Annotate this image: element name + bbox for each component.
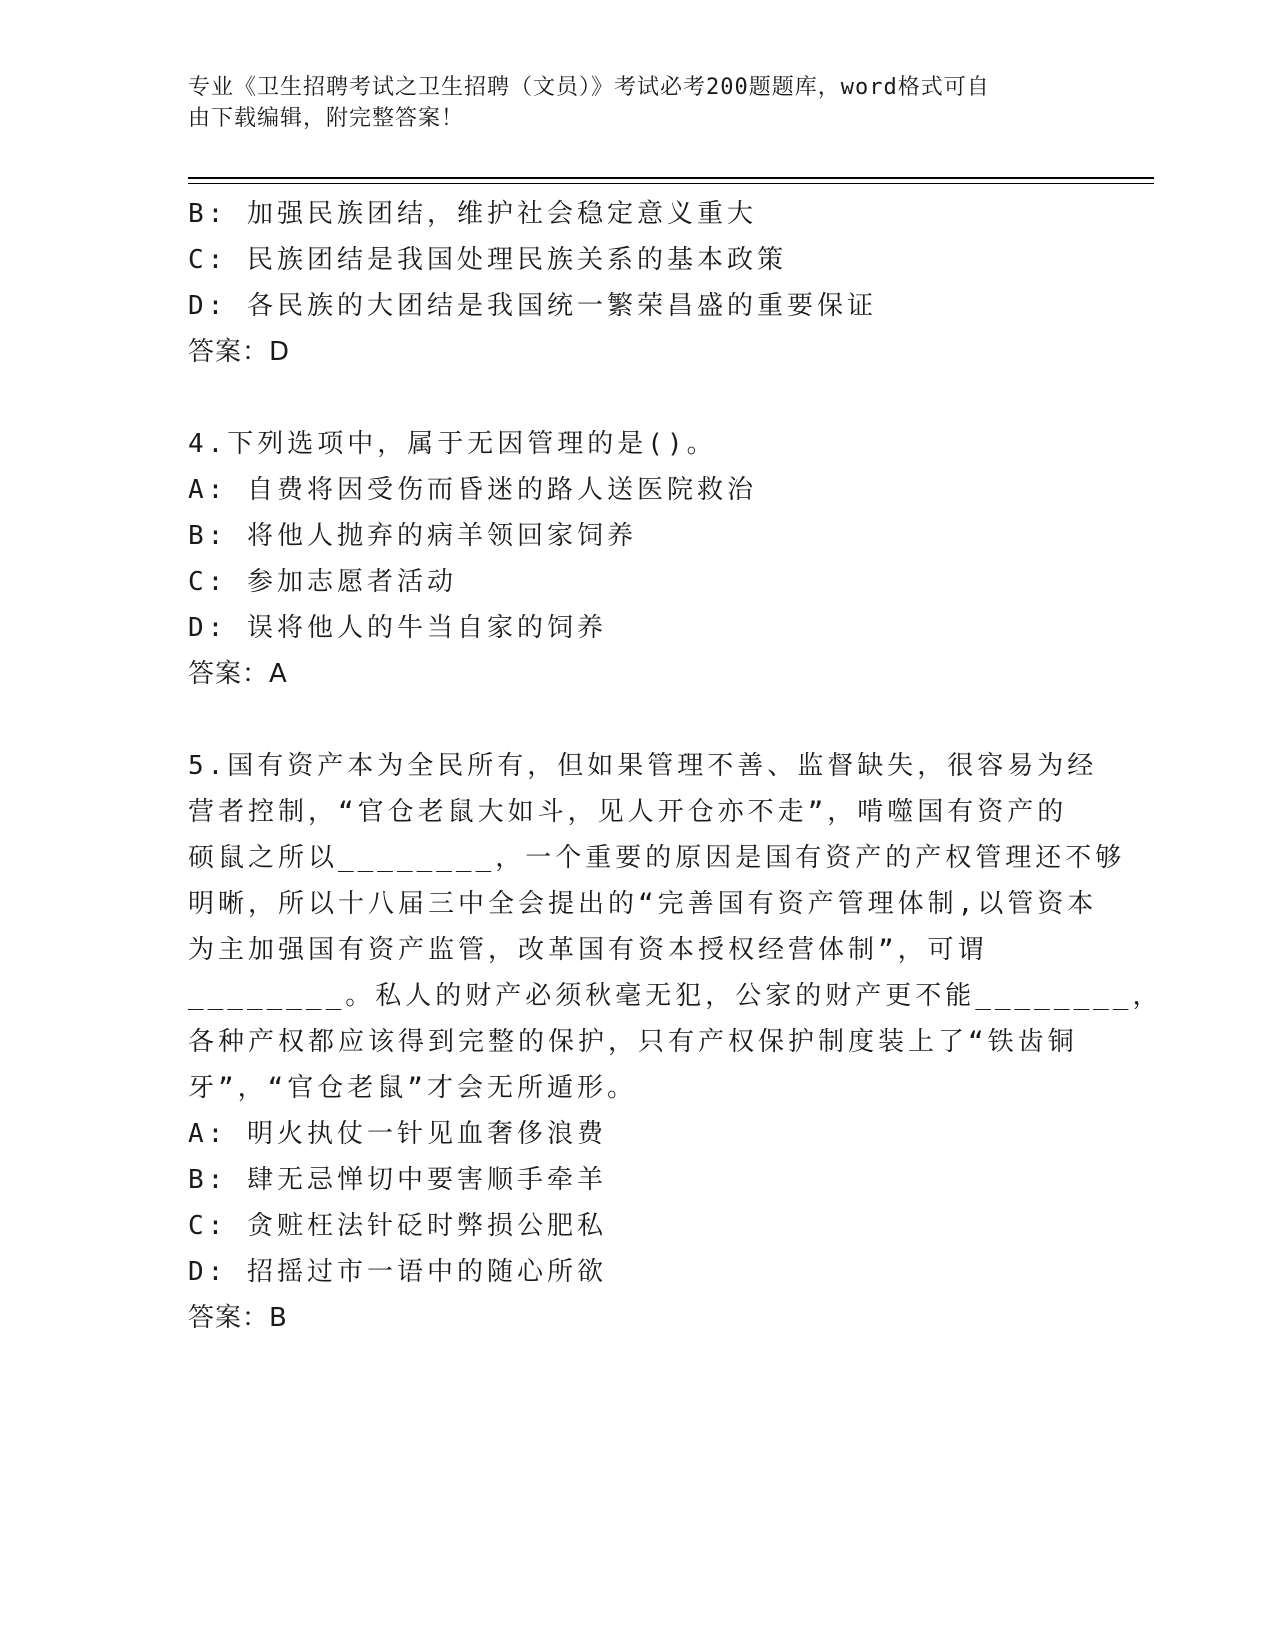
question-content (188, 191, 1163, 1341)
header-divider-thin (188, 183, 1154, 184)
option-b: B: 加强民族团结，维护社会稳定意义重大 (188, 199, 757, 229)
question-stem-line: 明晰，所以十八届三中全会提出的“完善国有资产管理体制,以管资本 (188, 889, 1098, 919)
question-stem-line: 硕鼠之所以________，一个重要的原因是国有资产的产权管理还不够 (188, 843, 1126, 873)
question-stem-line: 为主加强国有资产监管，改革国有资本授权经营体制”，可谓 (188, 935, 988, 965)
spacer (188, 697, 1088, 743)
option-c: C: 民族团结是我国处理民族关系的基本政策 (188, 245, 787, 275)
document-header (188, 72, 1068, 134)
header-line-2: 由下载编辑，附完整答案！ (188, 106, 465, 131)
option-c: C: 参加志愿者活动 (188, 567, 457, 597)
header-divider-thick (188, 177, 1154, 179)
answer-label: 答案：B (188, 1303, 288, 1333)
answer-label: 答案：D (188, 337, 291, 367)
option-a: A: 自费将因受伤而昏迷的路人送医院救治 (188, 475, 757, 505)
option-d: D: 招摇过市一语中的随心所欲 (188, 1257, 607, 1287)
question-stem-line: 营者控制，“官仓老鼠大如斗，见人开仓亦不走”，啃噬国有资产的 (188, 797, 1068, 827)
answer-label: 答案：A (188, 659, 288, 689)
question-5 (188, 743, 1163, 1341)
option-d: D: 各民族的大团结是我国统一繁荣昌盛的重要保证 (188, 291, 877, 321)
question-stem: 4.下列选项中，属于无因管理的是()。 (188, 429, 717, 459)
option-b: B: 肆无忌惮切中要害顺手牵羊 (188, 1165, 607, 1195)
question-3-tail (188, 191, 1088, 375)
question-stem-line: 牙”，“官仓老鼠”才会无所遁形。 (188, 1073, 637, 1103)
option-b: B: 将他人抛弃的病羊领回家饲养 (188, 521, 637, 551)
spacer (188, 375, 1088, 421)
question-stem-line: ________。私人的财产必须秋毫无犯，公家的财产更不能________， (188, 981, 1163, 1011)
question-4 (188, 421, 1088, 697)
question-stem-line: 5.国有资产本为全民所有，但如果管理不善、监督缺失，很容易为经 (188, 751, 1098, 781)
option-a: A: 明火执仗一针见血奢侈浪费 (188, 1119, 607, 1149)
header-line-1: 专业《卫生招聘考试之卫生招聘（文员）》考试必考200题题库，word格式可自 (188, 75, 990, 100)
option-d: D: 误将他人的牛当自家的饲养 (188, 613, 607, 643)
question-stem-line: 各种产权都应该得到完整的保护，只有产权保护制度装上了“铁齿铜 (188, 1027, 1078, 1057)
option-c: C: 贪赃枉法针砭时弊损公肥私 (188, 1211, 607, 1241)
